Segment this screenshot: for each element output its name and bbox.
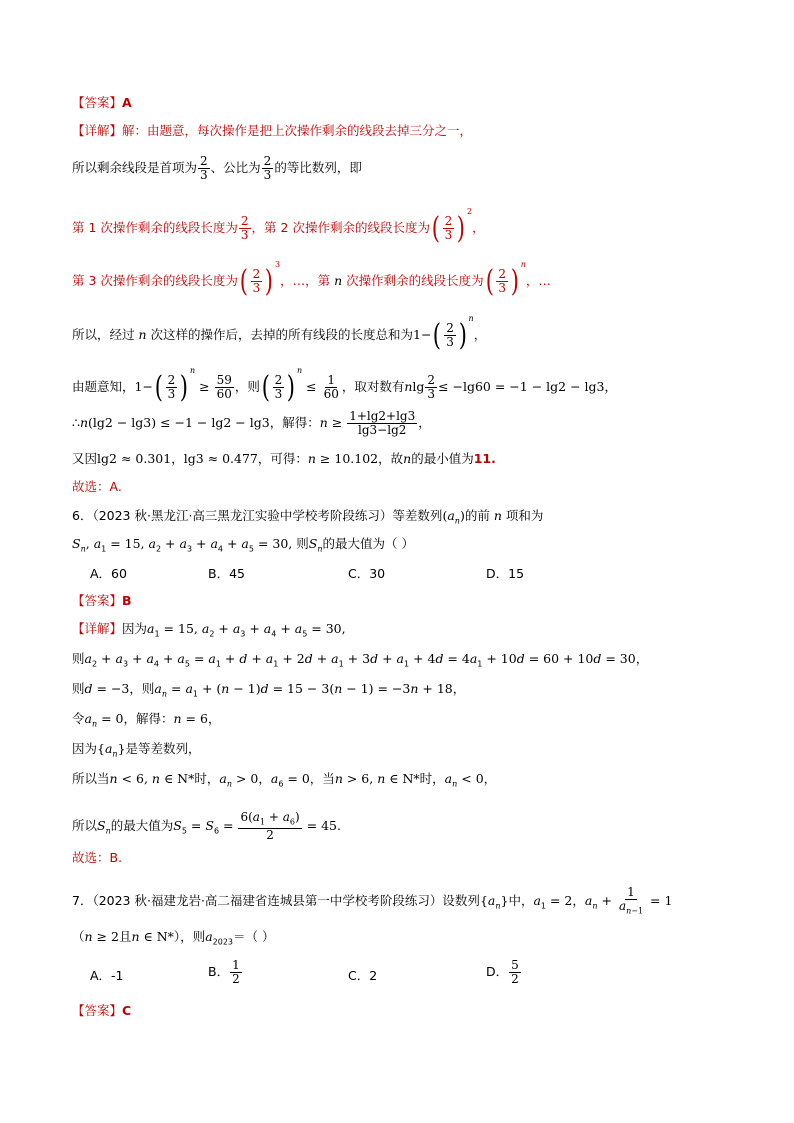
q6-detail-5: 因为$\{a_n\}$是等差数列，	[72, 741, 201, 759]
option-b[interactable]: B．45	[208, 566, 245, 581]
question-6-options	[90, 565, 590, 583]
min-value: 11.	[473, 451, 496, 466]
detail-line-6: 由题意知，1− ( $\frac{2}{3}$ ) $^n$ ≥ $\frac{59}{60}$ ，则 ( $\frac{2}{3}$ ) $^n$ ≤ $\frac{1}{60}$ ，取对数有nlg $\frac{2}{3}$ ≤ −lg60 = −1 − lg2 − lg3，	[72, 366, 617, 405]
option-d[interactable]: D． $\frac{5}{2}$	[486, 958, 519, 986]
question-7-stem-1: 7．（2023 秋·福建龙岩·高二福建省连城县第一中学校考阶段练习）设数列$\{a_n\}$中，$a_1 = 2$，$a_n$ + $\frac{1}{a_{n-1}}$ = 1	[72, 885, 673, 916]
option-a[interactable]: A．60	[90, 566, 127, 581]
detail-line-2: 所以剩余线段是首项为 $\frac{2}{3}$ 、公比为 $\frac{2}{3}$ 的等比数列，即	[72, 154, 362, 182]
fraction: $\frac{2}{3}$	[263, 154, 272, 182]
detail-line-4: 第 3 次操作剩余的线段长度为 ( $\frac{2}{3}$ ) $^3$，…，第 n 次操作剩余的线段长度为 ( $\frac{2}{3}$ ) $^n$，…	[72, 260, 551, 299]
option-c[interactable]: C．2	[348, 968, 378, 983]
answer-line-6: 【答案】B	[72, 593, 132, 608]
answer-line-7: 【答案】C	[72, 1003, 132, 1018]
q6-detail-3: 则d = −3，则$a_n = a_1 + (n - 1)d = 15 - 3(n - 1) = -3n + 18$，	[72, 681, 466, 699]
answer-line-5	[72, 94, 132, 112]
detail-line-5: 所以，经过 n 次这样的操作后，去掉的所有线段的长度总和为1− ( $\frac{2}{3}$ ) $^n$，	[72, 314, 487, 353]
option-d[interactable]: D．15	[486, 566, 525, 581]
choice-line-6: 故选：B.	[72, 850, 123, 865]
detail-label: 【详解】	[72, 123, 123, 138]
option-c[interactable]: C．30	[348, 566, 386, 581]
detail-line-3: 第 1 次操作剩余的线段长度为 $\frac{2}{3}$ ，第 2 次操作剩余的线段长度为 ( $\frac{2}{3}$ ) $^2$，	[72, 207, 485, 246]
question-6-stem-1: 6．（2023 秋·黑龙江·高三黑龙江实验中学校考阶段练习）等差数列$(a_n)$的前 n 项和为	[72, 508, 544, 526]
fraction: $\frac{2}{3}$	[200, 154, 208, 182]
option-a[interactable]: A．-1	[90, 968, 124, 983]
q6-detail-1: 【详解】因为$a_1 = 15$, $a_2 + a_3 + a_4 + a_5 = 30$,	[72, 621, 346, 639]
q6-detail-6: 所以当n < 6, n ∈ N*时，$a_n > 0$，$a_6 = 0$，当n > 6, n ∈ N*时，$a_n < 0$，	[72, 771, 497, 789]
answer-label: 【答案】	[72, 95, 123, 110]
question-7-options	[90, 958, 590, 989]
answer-value: A	[122, 95, 132, 110]
q6-detail-2: 则$a_2 + a_3 + a_4 + a_5 = a_1 + d + a_1 + 2d + a_1 + 3d + a_1 + 4d = 4a_1 + 10d = 60 + 10d = 30$，	[72, 651, 649, 669]
question-6-stem-2: $S_n$, $a_1 = 15$, $a_2 + a_3 + a_4 + a_5 = 30$, 则$S_n$的最大值为（ ）	[72, 536, 414, 554]
detail-line-8: 又因lg2 ≈ 0.301，lg3 ≈ 0.477，可得：n ≥ 10.102，故n的最小值为11.	[72, 451, 496, 466]
detail-line-1: 【详解】解：由题意，每次操作是把上次操作剩余的线段去掉三分之一，	[72, 123, 473, 138]
choice-line-5: 故选：A.	[72, 479, 122, 494]
detail-line-7: ∴n(lg2 − lg3) ≤ −1 − lg2 − lg3，解得：n ≥ $\frac{1+\lg 2+\lg 3}{\lg 3-\lg 2}$ ，	[72, 409, 431, 437]
q6-detail-7: 所以$S_n$的最大值为$S_5 = S_6$ = $\frac{6(a_1 + a_6)}{2}$ = 45.	[72, 810, 341, 843]
question-7-stem-2: （n ≥ 2且n ∈ N*），则$a_{2023}=$（ ）	[72, 929, 275, 947]
option-b[interactable]: B． $\frac{1}{2}$	[208, 958, 240, 986]
q6-detail-4: 令$a_n = 0$，解得：n = 6，	[72, 711, 221, 729]
power-expression: ( $\frac{2}{3}$ )	[431, 210, 466, 246]
